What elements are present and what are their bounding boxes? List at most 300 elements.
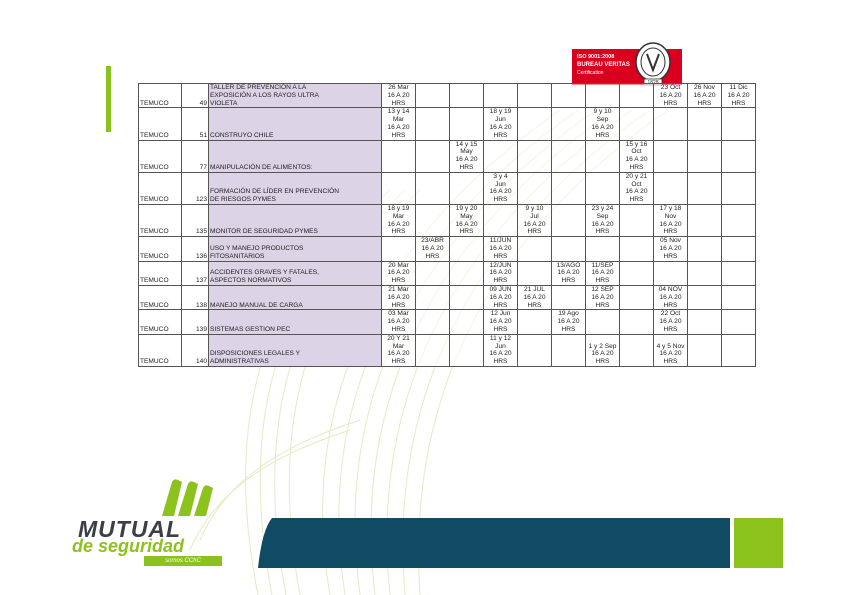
date-line: HRS [391,228,406,236]
date-cell [552,108,586,140]
date-cell [722,237,756,261]
date-line: 17 y 18 [659,204,682,212]
date-line: Mar [392,342,405,350]
date-line: 16 A 20 [625,188,648,196]
date-cell [450,310,484,334]
date-cell [484,334,518,366]
date-cell [586,140,620,172]
certification-label: Certification [577,70,604,76]
date-line: 12 SEP [591,285,614,293]
date-cell [416,237,450,261]
date-line: HRS [527,228,542,236]
date-cell [552,310,586,334]
date-cell [518,285,552,309]
date-cell [654,140,688,172]
date-line: 16 A 20 [557,269,580,277]
date-line: Oct [631,180,642,188]
date-line: 21 Mar [388,285,409,293]
date-line: HRS [391,99,406,107]
course-name-cell [209,84,382,108]
date-line: HRS [595,228,610,236]
date-cell [382,204,416,236]
course-name-line: FORMACIÓN DE LÍDER EN PREVENCIÓN [210,188,339,196]
date-line: Nov [664,212,677,220]
date-line: 16 A 20 [421,244,444,252]
date-line: HRS [663,358,678,366]
date-line: HRS [629,163,644,171]
date-cell [552,334,586,366]
course-number-cell: 77 [182,140,209,172]
course-name-line: MANIPULACIÓN DE ALIMENTOS: [210,163,313,171]
date-line: Oct [631,148,642,156]
date-cell [484,285,518,309]
date-line: 4 y 5 Nov [656,342,685,350]
date-cell [722,84,756,108]
date-line: HRS [663,228,678,236]
date-line: HRS [493,325,508,333]
date-cell [518,334,552,366]
date-cell [586,204,620,236]
date-cell [450,204,484,236]
logo-name: MUTUAL [78,516,182,542]
date-cell [586,334,620,366]
date-line: 18 y 19 [387,204,410,212]
bureau-veritas-seal-icon [634,40,672,86]
date-line: 11 y 12 [489,334,512,342]
date-line: 13 y 14 [387,108,410,116]
date-line: HRS [561,277,576,285]
date-line: HRS [595,277,610,285]
footer-band [258,518,730,568]
date-line: 16 A 20 [523,293,546,301]
date-line: 16 A 20 [659,293,682,301]
date-line: HRS [629,196,644,204]
date-line: Mar [392,212,405,220]
date-line: 19 Ago [558,310,579,318]
date-line: 16 A 20 [455,220,478,228]
date-line: 20 y 21 [625,172,648,180]
course-name-cell [209,204,382,236]
date-cell [382,108,416,140]
date-cell [416,285,450,309]
course-name-line: VIOLETA [210,99,238,107]
date-line: 16 A 20 [659,244,682,252]
date-line: 1 y 2 Sep [588,342,617,350]
date-line: HRS [391,131,406,139]
date-cell [552,172,586,204]
date-line: HRS [459,163,474,171]
city-cell: TEMUCO [139,261,182,285]
table-row [139,334,756,366]
date-line: HRS [663,252,678,260]
date-cell [654,172,688,204]
city-cell: TEMUCO [139,204,182,236]
date-cell [620,237,654,261]
date-line: 16 A 20 [557,318,580,326]
course-number-cell: 136 [182,237,209,261]
date-line: HRS [697,99,712,107]
date-cell [518,310,552,334]
date-cell [416,108,450,140]
date-line: HRS [459,228,474,236]
date-line: 18 y 19 [489,108,512,116]
table-row [139,140,756,172]
date-line: 16 A 20 [591,269,614,277]
date-line: 16 A 20 [489,188,512,196]
course-number-cell: 140 [182,334,209,366]
date-cell [620,140,654,172]
date-line: HRS [493,131,508,139]
date-cell [654,204,688,236]
course-name-line: MONITOR DE SEGURIDAD PYMES [210,228,318,236]
logo-subtitle: de seguridad [72,536,185,556]
city-cell: TEMUCO [139,172,182,204]
date-cell [620,84,654,108]
date-line: HRS [527,301,542,309]
date-cell [620,334,654,366]
city-cell: TEMUCO [139,84,182,108]
course-number-cell: 49 [182,84,209,108]
course-name-cell [209,261,382,285]
date-line: 16 A 20 [591,123,614,131]
date-line: 20 Mar [388,261,409,269]
table-row [139,204,756,236]
footer-accent-block [734,518,783,568]
date-line: 21 JUL [524,285,545,293]
date-line: HRS [493,301,508,309]
date-line: 16 A 20 [659,220,682,228]
date-cell [688,108,722,140]
date-line: Mar [392,116,405,124]
date-line: 9 y 10 [525,204,544,212]
date-line: HRS [493,358,508,366]
city-cell: TEMUCO [139,237,182,261]
date-line: 26 Nov [694,84,715,91]
date-line: 13/AGO [556,261,581,269]
date-line: 23 y 24 [591,204,614,212]
course-name-line: FITOSANITARIOS [210,252,265,260]
date-line: 16 A 20 [625,156,648,164]
course-name-cell [209,285,382,309]
date-cell [416,84,450,108]
date-line: 16 A 20 [387,123,410,131]
date-cell [654,285,688,309]
date-cell [382,310,416,334]
date-cell [382,237,416,261]
date-cell [586,84,620,108]
date-line: HRS [663,99,678,107]
date-line: 16 A 20 [489,244,512,252]
table-row [139,261,756,285]
date-cell [552,237,586,261]
date-line: 16 A 20 [387,269,410,277]
date-line: 20 Y 21 [387,334,410,342]
course-name-line: DISPOSICIONES LEGALES Y [210,350,301,358]
date-cell [382,285,416,309]
table-row [139,84,756,108]
date-line: 15 y 16 [625,140,648,148]
date-line: May [460,212,473,220]
date-line: HRS [595,301,610,309]
table-row [139,108,756,140]
date-cell [416,310,450,334]
date-line: May [460,148,473,156]
date-cell [688,172,722,204]
date-cell [654,261,688,285]
date-cell [450,237,484,261]
course-schedule-table [138,83,756,367]
date-line: 16 A 20 [591,350,614,358]
accent-bar [106,66,111,132]
date-line: HRS [595,131,610,139]
date-line: HRS [561,325,576,333]
date-cell [552,84,586,108]
course-number-cell: 51 [182,108,209,140]
date-line: 11/SEP [591,261,614,269]
date-line: 16 A 20 [591,293,614,301]
date-line: 11/JUN [489,237,512,245]
date-cell [382,84,416,108]
course-name-cell [209,310,382,334]
date-cell [722,172,756,204]
date-line: 16 A 20 [489,123,512,131]
date-cell [654,84,688,108]
table-row [139,237,756,261]
course-name-cell [209,334,382,366]
date-cell [722,108,756,140]
date-cell [518,172,552,204]
date-cell [620,261,654,285]
date-cell [382,172,416,204]
date-cell [450,172,484,204]
date-cell [688,237,722,261]
date-line: 11 Dic [729,84,748,91]
date-cell [484,204,518,236]
date-cell [382,334,416,366]
course-number-cell: 137 [182,261,209,285]
date-line: 16 A 20 [489,269,512,277]
date-cell [484,108,518,140]
date-cell [586,108,620,140]
course-name-cell [209,140,382,172]
date-line: HRS [391,277,406,285]
course-name-line: CONSTRUYO CHILE [210,131,274,139]
date-line: 16 A 20 [387,350,410,358]
date-cell [484,84,518,108]
date-cell [484,140,518,172]
date-cell [552,204,586,236]
date-cell [484,310,518,334]
date-line: 09 JUN [489,285,512,293]
date-cell [382,261,416,285]
course-name-line: TALLER DE PREVENCIÓN A LA [210,84,307,91]
course-name-line: DE RIESGOS PYMES [210,196,276,204]
date-cell [654,108,688,140]
course-name-line: MANEJO MANUAL DE CARGA [210,301,303,309]
course-name-line: USO Y MANEJO PRODUCTOS [210,244,304,252]
date-cell [688,140,722,172]
date-line: 9 y 10 Sep [593,108,612,124]
city-cell: TEMUCO [139,310,182,334]
date-cell [620,172,654,204]
date-cell [450,108,484,140]
city-cell: TEMUCO [139,108,182,140]
date-cell [586,237,620,261]
city-cell: TEMUCO [139,334,182,366]
mutual-m-icon [158,476,218,518]
date-cell [450,84,484,108]
date-cell [620,310,654,334]
date-cell [484,172,518,204]
mutual-logo [72,476,242,571]
date-cell [586,172,620,204]
date-cell [722,140,756,172]
date-line: 16 A 20 [455,156,478,164]
table-row [139,172,756,204]
date-line: 26 Mar [388,84,409,91]
city-cell: TEMUCO [139,285,182,309]
date-cell [688,261,722,285]
date-line: HRS [391,301,406,309]
date-cell [450,140,484,172]
date-line: 16 A 20 [659,91,682,99]
course-name-line: ADMINISTRATIVAS [210,358,269,366]
certifier-name: BUREAU VERITAS [577,62,630,68]
date-line: Jun [495,342,506,350]
course-name-cell [209,237,382,261]
course-number-cell: 139 [182,310,209,334]
date-cell [450,334,484,366]
date-line: 14 y 15 [455,140,478,148]
date-line: 16 A 20 [727,91,750,99]
date-line: HRS [493,196,508,204]
date-cell [586,310,620,334]
date-line: HRS [663,301,678,309]
date-line: Jun [495,180,506,188]
date-line: HRS [663,325,678,333]
date-cell [620,285,654,309]
iso-standard: ISO 9001:2008 [577,54,615,60]
date-line: 03 Mar [388,310,409,318]
date-line: Jun [495,116,506,124]
date-cell [620,108,654,140]
date-cell [518,84,552,108]
date-line: HRS [731,99,746,107]
date-cell [654,310,688,334]
date-line: HRS [493,277,508,285]
date-line: 16 A 20 [387,293,410,301]
date-line: 23/ABR [421,237,444,245]
date-cell [586,261,620,285]
date-line: 16 A 20 [387,91,410,99]
date-line: HRS [391,325,406,333]
date-cell [688,310,722,334]
date-line: 16 A 20 [693,91,716,99]
date-line: 16 A 20 [489,318,512,326]
date-cell [518,108,552,140]
date-cell [450,261,484,285]
date-line: 16 A 20 [659,350,682,358]
date-cell [654,237,688,261]
date-line: 16 A 20 [591,220,614,228]
date-line: 3 y 4 [493,172,508,180]
date-cell [722,261,756,285]
date-cell [484,237,518,261]
date-cell [688,285,722,309]
date-line: 05 Nov [660,237,681,245]
date-line: Jul [530,212,539,220]
date-line: 16 A 20 [523,220,546,228]
course-name-line: SISTEMAS GESTION PEC [210,325,291,333]
table-row [139,310,756,334]
city-cell: TEMUCO [139,140,182,172]
date-line: 16 A 20 [659,318,682,326]
course-number-cell: 135 [182,204,209,236]
date-cell [518,237,552,261]
course-name-line: ASPECTOS NORMATIVOS [210,277,292,285]
date-cell [450,285,484,309]
date-line: 23 Oct [660,84,681,91]
date-cell [518,140,552,172]
date-line: 12 Jun [490,310,511,318]
date-line: 04 NOV [658,285,683,293]
date-line: HRS [425,252,440,260]
date-cell [518,204,552,236]
date-cell [416,334,450,366]
date-cell [722,310,756,334]
course-name-cell [209,108,382,140]
date-cell [722,204,756,236]
date-line: HRS [595,358,610,366]
course-name-line: EXPOSICIÓN A LOS RAYOS ULTRA [210,91,319,99]
date-cell [688,204,722,236]
course-number-cell: 138 [182,285,209,309]
date-cell [688,334,722,366]
date-cell [552,140,586,172]
date-cell [552,261,586,285]
date-line: Sep [596,212,609,220]
date-cell [586,285,620,309]
date-cell [654,334,688,366]
course-number-cell: 123 [182,172,209,204]
course-name-cell [209,172,382,204]
date-line: HRS [391,358,406,366]
table-row [139,285,756,309]
date-line: 12/JUN [489,261,512,269]
date-cell [518,261,552,285]
date-cell [484,261,518,285]
date-line: 22 Oct [660,310,681,318]
date-line: 19 y 20 [455,204,478,212]
date-cell [416,204,450,236]
date-cell [722,285,756,309]
date-cell [620,204,654,236]
date-cell [416,140,450,172]
date-cell [382,140,416,172]
logo-tagline: somos CChC [144,556,222,566]
date-line: 16 A 20 [387,220,410,228]
date-cell [416,261,450,285]
date-line: 16 A 20 [489,293,512,301]
date-cell [722,334,756,366]
date-line: 16 A 20 [489,350,512,358]
date-cell [688,84,722,108]
date-line: 16 A 20 [387,318,410,326]
course-name-line: ACCIDENTES GRAVES Y FATALES, [210,269,319,277]
date-cell [552,285,586,309]
date-cell [416,172,450,204]
date-line: HRS [493,252,508,260]
